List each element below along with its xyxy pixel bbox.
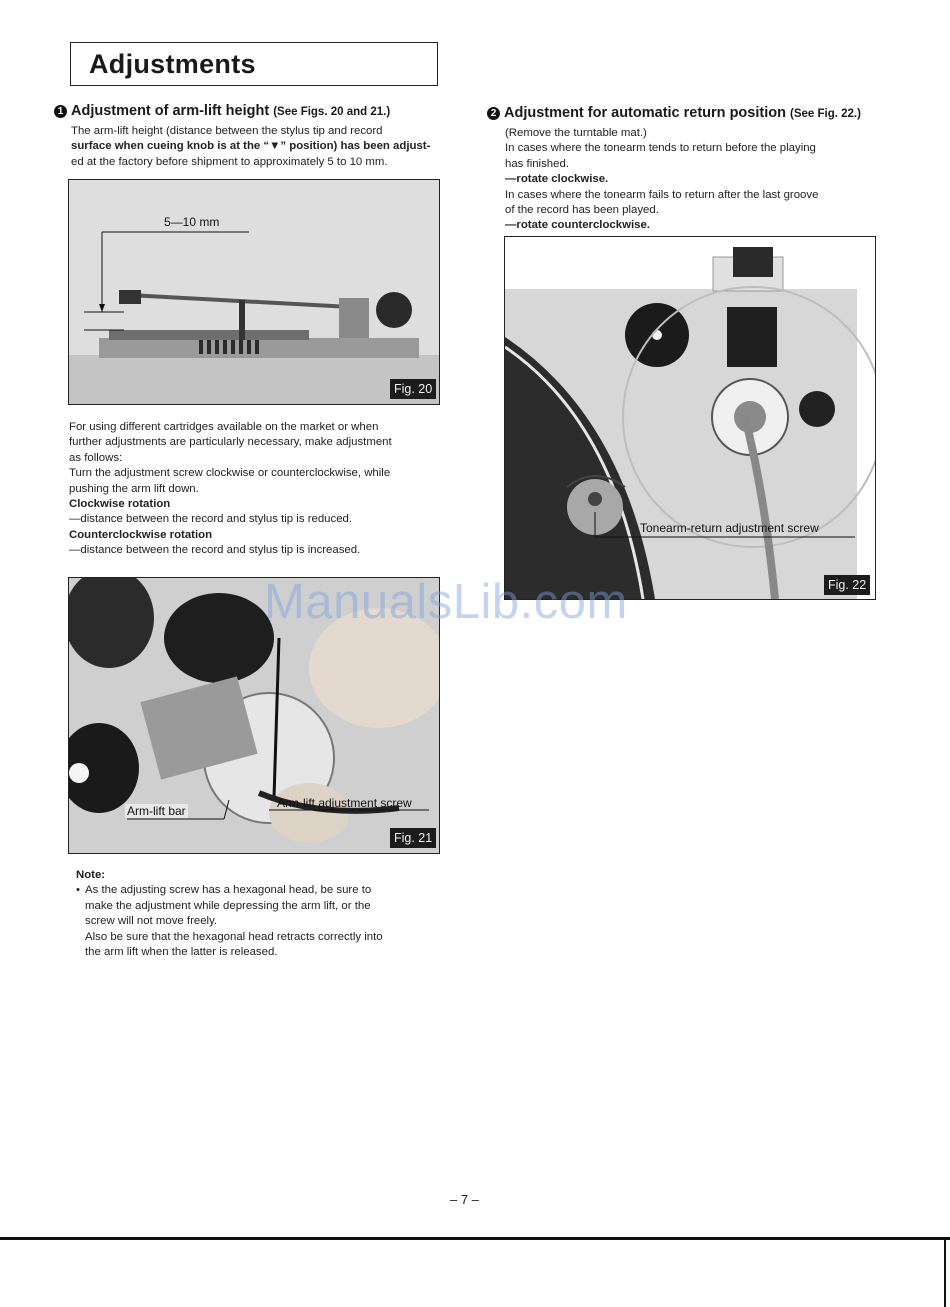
figure-20-tag: Fig. 20 xyxy=(390,379,436,399)
figure-20 xyxy=(68,179,440,405)
page-title-box xyxy=(70,42,438,86)
section2-line2: In cases where the tonearm tends to return before the playing xyxy=(505,142,816,155)
page-number: – 7 – xyxy=(450,1192,479,1207)
arm-lift-bar-label: Arm-lift bar xyxy=(127,804,186,818)
section1-intro-line2-start: surface when cueing knob is at the “ xyxy=(71,140,270,153)
figure-22-tag: Fig. 22 xyxy=(824,575,870,595)
note-block xyxy=(76,868,442,960)
clockwise-text: —distance between the record and stylus tip is reduced. xyxy=(69,513,353,526)
section2-heading-text: Adjustment for automatic return position xyxy=(504,105,786,121)
watermark-text: ManualsLib.com xyxy=(264,575,628,629)
section1-body xyxy=(69,420,441,559)
section1-number: 1 xyxy=(54,105,67,118)
section2-line6: of the record has been played. xyxy=(505,204,659,217)
figure-21-tag: Fig. 21 xyxy=(390,828,436,848)
note-line5: the arm lift when the latter is released. xyxy=(85,946,278,959)
counterclockwise-heading: Counterclockwise rotation xyxy=(69,528,213,541)
page-title: Adjustments xyxy=(89,49,256,79)
right-rule xyxy=(944,1237,946,1307)
section1-body-p1-l2: further adjustments are particularly necessary, make adjustment xyxy=(69,436,392,449)
section2-number: 2 xyxy=(487,107,500,120)
cueing-position-symbol: ▼ xyxy=(269,140,281,153)
section1-heading-text: Adjustment of arm-lift height xyxy=(71,103,270,119)
figure-22-image xyxy=(505,237,875,599)
note-item xyxy=(76,883,442,960)
figure-22 xyxy=(504,236,876,600)
figure-20-dimension-label: 5—10 mm xyxy=(164,215,220,229)
bottom-rule xyxy=(0,1237,950,1240)
section2-line1: (Remove the turntable mat.) xyxy=(505,127,647,139)
counterclockwise-text: —distance between the record and stylus tip is increased. xyxy=(69,544,361,557)
section1-body-p1-l1: For using different cartridges available on the market or when xyxy=(69,421,379,433)
note-line2: make the adjustment while depressing the arm lift, or the xyxy=(85,899,371,912)
section2-body xyxy=(505,126,877,234)
section2-line3: has finished. xyxy=(505,157,569,170)
section1-body-p1-l3: as follows: xyxy=(69,451,123,464)
tonearm-return-screw-label: Tonearm-return adjustment screw xyxy=(640,521,819,535)
note-line1: As the adjusting screw has a hexagonal head, be sure to xyxy=(85,884,372,897)
section1-body-p2-l1: Turn the adjustment screw clockwise or counterclockwise, while xyxy=(69,467,391,480)
rotate-clockwise-text: —rotate clockwise. xyxy=(505,173,609,186)
section1-intro-line1: The arm-lift height (distance between the stylus tip and record xyxy=(71,125,383,137)
arm-lift-adjustment-screw-label: Arm-lift adjustment screw xyxy=(277,796,412,810)
note-line3: screw will not move freely. xyxy=(85,915,218,928)
section1-body-p2-l2: pushing the arm lift down. xyxy=(69,482,199,495)
note-bullet: • xyxy=(76,884,80,897)
section1-intro-line2-end: ” position) has been adjust- xyxy=(280,140,431,153)
note-heading: Note: xyxy=(76,869,106,881)
figure-20-image xyxy=(69,180,439,404)
section1-heading xyxy=(54,103,390,119)
section1-ref: (See Figs. 20 and 21.) xyxy=(273,106,391,118)
clockwise-heading: Clockwise rotation xyxy=(69,498,171,511)
section1-intro-line2 xyxy=(71,139,443,154)
section1-intro-line3: ed at the factory before shipment to approximately 5 to 10 mm. xyxy=(71,155,388,168)
section2-line5: In cases where the tonearm fails to return after the last groove xyxy=(505,188,819,201)
section2-heading xyxy=(487,105,861,121)
note-line4: Also be sure that the hexagonal head retracts correctly into xyxy=(85,930,383,943)
section1-intro xyxy=(71,124,443,170)
rotate-counterclockwise-text: —rotate counterclockwise. xyxy=(505,219,650,232)
section2-ref: (See Fig. 22.) xyxy=(789,108,861,120)
